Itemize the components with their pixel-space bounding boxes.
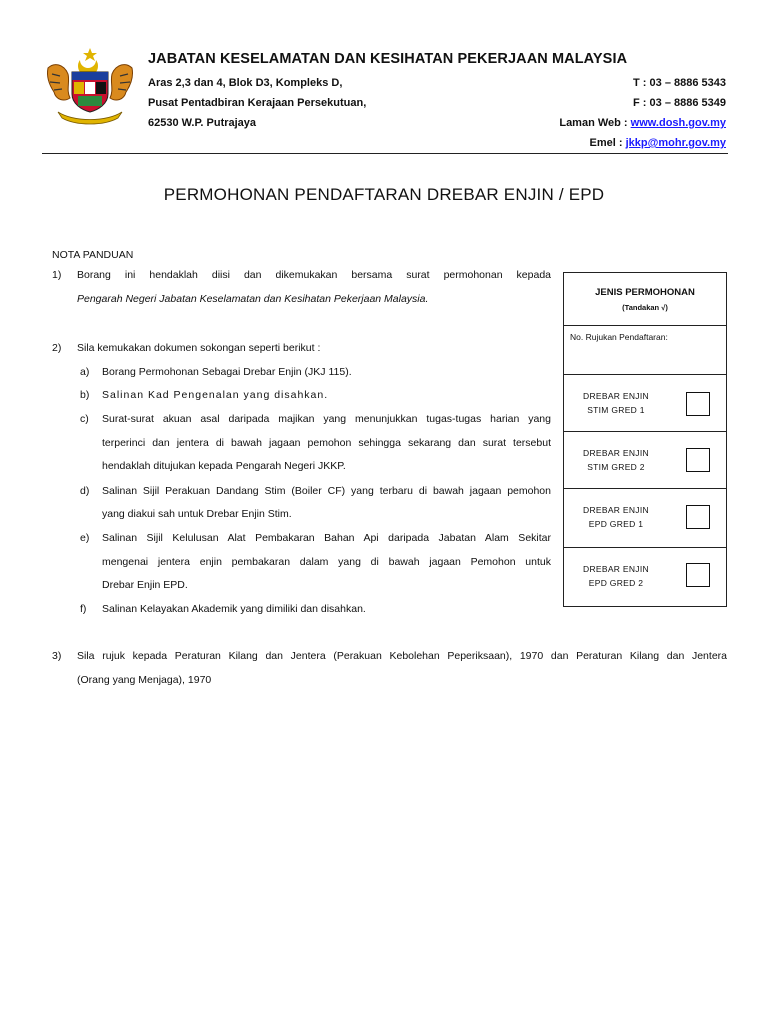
sub-item-b-letter: b) (80, 389, 90, 401)
option-steam-grade-1-line-1: DREBAR ENJIN (583, 391, 649, 401)
application-type-heading: JENIS PERMOHONAN (595, 287, 695, 298)
sub-item-d-letter: d) (80, 485, 90, 497)
sub-item-c-line-1: Surat-surat akuan asal daripada majikan yang menunjukkan tugas-tugas harian yang (102, 413, 551, 425)
agency-name: JABATAN KESELAMATAN DAN KESIHATAN PEKERJAAN MALAYSIA (148, 51, 628, 67)
website-label: Laman Web : (559, 117, 631, 129)
sub-item-e-line-1: Salinan Sijil Kelulusan Alat Pembakaran Bahan Api daripada Jabatan Alam Sekitar (102, 532, 551, 544)
table-divider (564, 374, 726, 375)
email-link[interactable]: jkkp@mohr.gov.my (625, 137, 726, 149)
epd-grade-2-checkbox[interactable] (686, 563, 710, 587)
sub-item-a-letter: a) (80, 366, 90, 378)
option-epd-grade-1-line-1: DREBAR ENJIN (583, 505, 649, 515)
sub-item-e-letter: e) (80, 532, 90, 544)
header-divider (42, 153, 728, 154)
option-steam-grade-1-line-2: STIM GRED 1 (587, 405, 645, 415)
form-title: PERMOHONAN PENDAFTARAN DREBAR ENJIN / EPD (163, 185, 605, 204)
option-epd-grade-2-line-2: EPD GRED 2 (588, 578, 644, 588)
sub-item-f-text: Salinan Kelayakan Akademik yang dimiliki dan disahkan. (102, 603, 366, 615)
email-label: Emel : (589, 137, 626, 149)
sub-item-b-text: Salinan Kad Pengenalan yang disahkan. (102, 389, 329, 401)
sub-item-f-letter: f) (80, 603, 87, 615)
sub-item-c-line-2: terperinci dan jentera di bawah jagaan pemohon sehingga sekarang dan surat tersebut (102, 437, 551, 449)
website-line (559, 117, 726, 129)
telephone-number: T : 03 – 8886 5343 (633, 77, 726, 89)
note-3-number: 3) (52, 650, 62, 662)
option-steam-grade-2-line-2: STIM GRED 2 (587, 462, 645, 472)
fax-number: F : 03 – 8886 5349 (633, 97, 726, 109)
table-divider (564, 547, 726, 548)
note-2-number: 2) (52, 342, 62, 354)
note-3-line-1: Sila rujuk kepada Peraturan Kilang dan Jentera (Perakuan Kebolehan Peperiksaan), 1970 dan Peraturan Kilang dan Jentera (77, 650, 727, 662)
note-3-line-2: (Orang yang Menjaga), 1970 (77, 674, 212, 686)
application-type-table (563, 272, 727, 607)
sub-item-d-line-2: yang diakui sah untuk Drebar Enjin Stim. (102, 508, 292, 520)
address-line-1: Aras 2,3 dan 4, Blok D3, Kompleks D, (148, 77, 343, 89)
note-1-recipient: Pengarah Negeri Jabatan Keselamatan dan Kesihatan Pekerjaan Malaysia. (77, 293, 429, 305)
note-2-text: Sila kemukakan dokumen sokongan seperti berikut : (77, 342, 321, 354)
address-line-3: 62530 W.P. Putrajaya (148, 117, 257, 129)
website-link[interactable]: www.dosh.gov.my (630, 117, 726, 129)
sub-item-d-line-1: Salinan Sijil Perakuan Dandang Stim (Boiler CF) yang terbaru di bawah jagaan pemohon (102, 485, 551, 497)
steam-grade-2-checkbox[interactable] (686, 448, 710, 472)
table-divider (564, 325, 726, 326)
option-steam-grade-2-line-1: DREBAR ENJIN (583, 448, 649, 458)
email-line (590, 137, 726, 149)
application-type-instruction: (Tandakan √) (622, 303, 668, 312)
sub-item-a-text: Borang Permohonan Sebagai Drebar Enjin (JKJ 115). (102, 366, 352, 378)
sub-item-e-line-3: Drebar Enjin EPD. (102, 579, 188, 591)
option-epd-grade-1-line-2: EPD GRED 1 (588, 519, 644, 529)
note-1-text: Borang ini hendaklah diisi dan dikemukakan bersama surat permohonan kepada (77, 269, 551, 281)
table-divider (564, 431, 726, 432)
sub-item-c-line-3: hendaklah ditujukan kepada Pengarah Negeri JKKP. (102, 460, 346, 472)
registration-reference-label: No. Rujukan Pendaftaran: (570, 332, 668, 342)
note-1-number: 1) (52, 269, 62, 281)
epd-grade-1-checkbox[interactable] (686, 505, 710, 529)
table-divider (564, 488, 726, 489)
notes-heading: NOTA PANDUAN (52, 249, 134, 261)
steam-grade-1-checkbox[interactable] (686, 392, 710, 416)
sub-item-c-letter: c) (80, 413, 89, 425)
malaysia-coat-of-arms-emblem (44, 46, 136, 128)
address-line-2: Pusat Pentadbiran Kerajaan Persekutuan, (148, 97, 367, 109)
option-epd-grade-2-line-1: DREBAR ENJIN (583, 564, 649, 574)
sub-item-e-line-2: mengenai jentera enjin pembakaran dalam yang di bawah jagaan Pemohon untuk (102, 556, 551, 568)
